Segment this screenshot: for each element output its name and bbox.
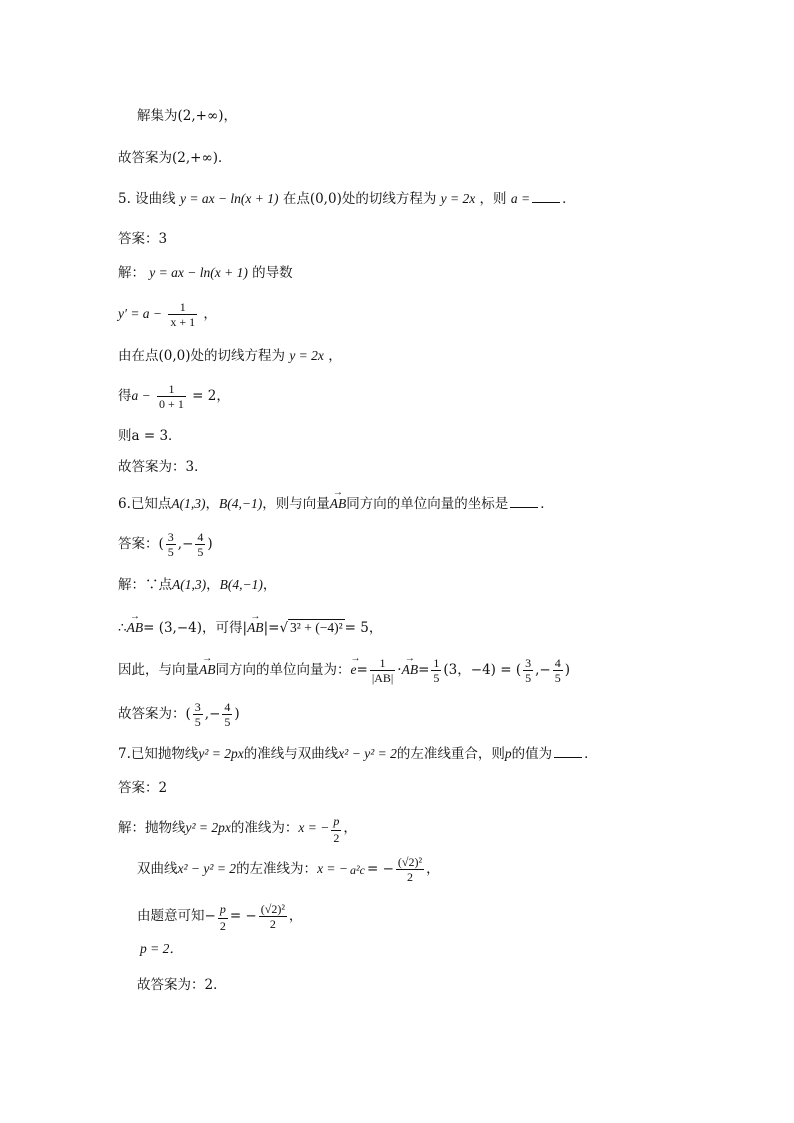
text: 在点(0,0)处的切线方程为 bbox=[282, 191, 437, 207]
text: 解：∵点 bbox=[118, 577, 172, 593]
text: ． bbox=[562, 191, 576, 207]
fraction: $\frac{4}{5}$ bbox=[554, 656, 561, 685]
text: 同方向的单位向量的坐标是 bbox=[346, 496, 509, 512]
fraction: $\frac{4}{5}$ bbox=[197, 530, 204, 559]
math-expr: x² − y² = 2 bbox=[338, 746, 397, 761]
text: ，则与向量 bbox=[262, 496, 330, 512]
answer-line bbox=[118, 230, 167, 248]
math-expr: x = − bbox=[298, 820, 330, 835]
text: = − bbox=[366, 861, 394, 877]
text: 答案：3 bbox=[118, 231, 168, 247]
text: 由在点(0,0)处的切线方程为 bbox=[118, 348, 286, 364]
text: ， bbox=[426, 861, 440, 877]
text: ,− bbox=[204, 706, 221, 722]
answer-blank bbox=[510, 495, 538, 508]
math-expr: B(4,−1) bbox=[219, 577, 263, 592]
math-expr: p = 2． bbox=[140, 941, 183, 956]
text: 同方向的单位向量为： bbox=[215, 662, 351, 678]
vector: → e bbox=[351, 661, 357, 679]
text: 故答案为(2,+∞)． bbox=[118, 150, 232, 166]
text-line bbox=[118, 149, 231, 167]
text: 因此，与向量 bbox=[118, 662, 199, 678]
answer-line bbox=[118, 458, 208, 476]
text: 的值为 bbox=[511, 746, 553, 762]
vector: → AB bbox=[199, 661, 216, 679]
text: 故答案为：( bbox=[118, 706, 191, 722]
answer-line bbox=[118, 700, 240, 729]
vector: → AB bbox=[330, 495, 347, 513]
text: ) bbox=[564, 662, 570, 678]
text: ) bbox=[234, 706, 240, 722]
text: ， bbox=[328, 348, 342, 364]
solution-line: ∴→ AB= (3,−4)，可得|→ AB|=√ 3² + (−4)² = 5， bbox=[118, 619, 382, 637]
text: 答案：( bbox=[118, 536, 164, 552]
text: 则a = 3． bbox=[118, 428, 182, 444]
text: ,− bbox=[535, 662, 551, 678]
vector: → AB bbox=[247, 619, 264, 637]
text: 的导数 bbox=[252, 265, 293, 281]
text: 解：抛物线 bbox=[118, 820, 186, 836]
text: (3，−4) = ( bbox=[443, 662, 522, 678]
solution-line bbox=[118, 264, 293, 282]
answer-blank bbox=[554, 745, 582, 758]
question-7 bbox=[118, 745, 598, 763]
fraction: $\frac{p}{2}$ bbox=[333, 814, 340, 845]
text: 解： bbox=[118, 265, 145, 281]
fraction: a²c bbox=[350, 862, 365, 877]
solution-line bbox=[137, 855, 440, 884]
math-expr: y = 2x bbox=[289, 348, 324, 363]
text: 的准线为： bbox=[230, 820, 299, 836]
math-expr: x² − y² = 2 bbox=[177, 861, 237, 876]
math-expr: A(1,3) bbox=[172, 577, 207, 592]
text: ． bbox=[540, 496, 554, 512]
math-expr: a − bbox=[131, 388, 151, 403]
text: ， bbox=[262, 577, 277, 593]
sqrt-expr: 3² + (−4)² bbox=[290, 620, 343, 635]
fraction: $\frac{3}{5}$ bbox=[525, 656, 532, 685]
math-expr: y² = 2px bbox=[198, 746, 244, 761]
vector: → AB bbox=[127, 619, 144, 637]
text: ， bbox=[205, 496, 220, 512]
text: = − bbox=[229, 908, 257, 924]
text-line bbox=[137, 107, 237, 125]
text: = bbox=[418, 662, 430, 678]
text: = 5， bbox=[344, 620, 383, 636]
solution-line bbox=[118, 812, 357, 845]
fraction: $\frac{1}{x + 1}$ bbox=[170, 300, 196, 329]
fraction: $\frac{3}{5}$ bbox=[167, 530, 174, 559]
math-expr: B(4,−1) bbox=[219, 496, 263, 511]
text: ， bbox=[206, 577, 220, 593]
text: 故答案为：3． bbox=[118, 459, 208, 475]
text: 5. 设曲线 bbox=[118, 191, 176, 207]
text: 的准线与双曲线 bbox=[243, 746, 339, 762]
text: ，则 bbox=[479, 191, 507, 207]
solution-line bbox=[118, 656, 570, 685]
text: 故答案为：2． bbox=[137, 977, 227, 993]
text: 的左准线重合，则 bbox=[396, 746, 505, 762]
solution-line bbox=[118, 427, 182, 445]
text: 得 bbox=[118, 388, 132, 404]
text: ) bbox=[207, 536, 213, 552]
math-expr: y = ax − ln(x + 1) bbox=[179, 191, 279, 206]
answer-line bbox=[118, 530, 213, 559]
text: 解集为(2,+∞)， bbox=[137, 108, 237, 124]
derivative-line bbox=[118, 300, 217, 329]
text: ． bbox=[584, 746, 598, 762]
fraction: $\frac{1}{5}$ bbox=[433, 656, 440, 685]
solution-line bbox=[140, 940, 183, 958]
solution-line bbox=[118, 382, 230, 411]
text: 由题意可知 bbox=[137, 908, 205, 924]
solution-line bbox=[118, 347, 342, 365]
text: 答案：2 bbox=[118, 780, 168, 796]
fraction: $\frac{1}{|AB|}$ bbox=[371, 656, 394, 685]
math-expr: p bbox=[504, 746, 512, 761]
math-expr: y = ax − ln(x + 1) bbox=[149, 265, 248, 280]
question-5 bbox=[118, 190, 576, 208]
math-expr: y′ = a − bbox=[118, 306, 163, 321]
text: · bbox=[397, 662, 402, 678]
text: ， bbox=[288, 908, 303, 924]
vector: → AB bbox=[402, 661, 419, 679]
math-expr: a = bbox=[510, 191, 531, 206]
answer-blank bbox=[532, 190, 560, 203]
text: ， bbox=[203, 306, 217, 322]
fraction: $\frac{\text{(√2)²}}{2}$ bbox=[260, 902, 285, 931]
solution-line bbox=[137, 900, 302, 933]
math-expr: y = 2x bbox=[440, 191, 476, 206]
math-expr: y² = 2px bbox=[185, 820, 231, 835]
fraction: $\frac{\text{(√2)²}}{2}$ bbox=[397, 855, 423, 884]
math-expr: x = − bbox=[317, 861, 349, 876]
math-expr: A(1,3) bbox=[171, 496, 206, 511]
text: 7.已知抛物线 bbox=[118, 746, 199, 762]
text: − bbox=[204, 908, 216, 924]
fraction: $\frac{4}{5}$ bbox=[224, 700, 231, 729]
question-6 bbox=[118, 495, 554, 513]
text: 的左准线为： bbox=[236, 861, 318, 877]
text: = (3,−4)，可得| bbox=[143, 620, 248, 636]
text: 双曲线 bbox=[137, 861, 178, 877]
fraction: $\frac{1}{0 + 1}$ bbox=[159, 382, 184, 411]
text: 6.已知点 bbox=[118, 496, 172, 512]
text: ， bbox=[343, 820, 357, 836]
text: ∴ bbox=[118, 620, 127, 636]
text: = 2， bbox=[192, 388, 230, 404]
text: = bbox=[356, 662, 368, 678]
solution-line bbox=[118, 576, 276, 594]
fraction: $\frac{3}{5}$ bbox=[194, 700, 201, 729]
answer-line bbox=[118, 779, 167, 797]
text: |= bbox=[263, 620, 280, 636]
answer-line bbox=[137, 976, 227, 994]
text: ,− bbox=[177, 536, 194, 552]
fraction: $\frac{p}{2}$ bbox=[219, 902, 226, 933]
